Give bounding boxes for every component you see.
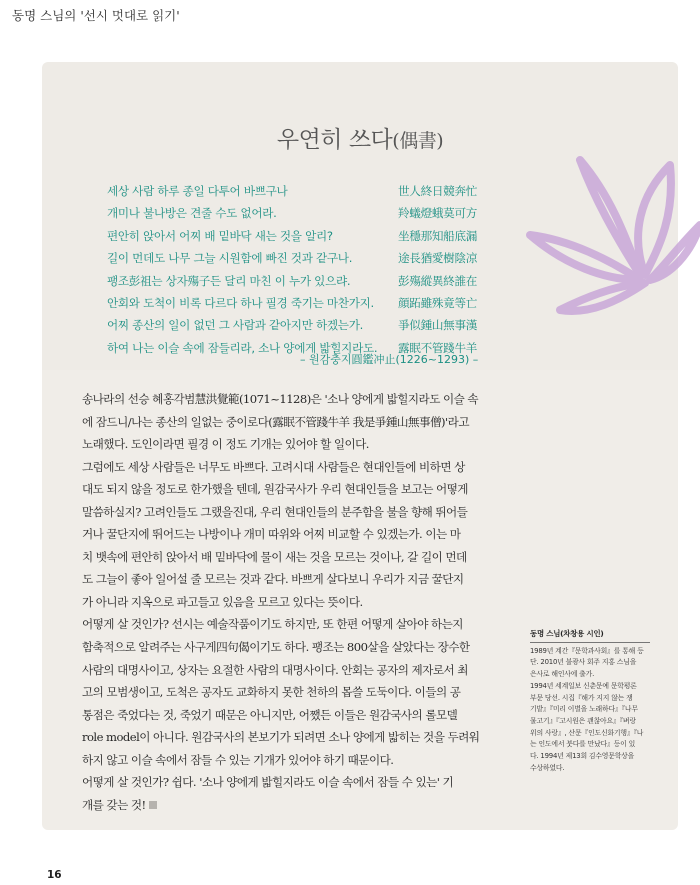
author-box-line: 1989년 계간『문학과사회』를 통해 등 xyxy=(530,646,644,655)
poem-hanja-line: 世人終日競奔忙 xyxy=(398,184,478,198)
author-box-line: 기밭』『미리 이별을 노래하다』『나무 xyxy=(530,705,638,714)
poem-line: 팽조彭祖는 상자殤子든 달리 마친 이 누가 있으랴. xyxy=(107,273,351,288)
body-line: 말씀하실지? 고려인들도 그랬을진대, 우리 현대인들의 분주함을 불을 향해 뛰어들 xyxy=(82,504,468,519)
body-line: 그럼에도 세상 사람들은 너무도 바쁘다. 고려시대 사람들은 현대인들에 비하면 상 xyxy=(82,459,465,474)
poem-title xyxy=(42,121,678,154)
body-line: 사람의 대명사이고, 상자는 요절한 사람의 대명사이다. 안회는 공자의 제자로서 최 xyxy=(82,662,468,677)
poem-line: 안회와 도척이 비록 다르다 하나 필경 죽기는 마찬가지. xyxy=(107,295,374,310)
author-box-line: 1994년 세계일보 신춘문예 문학평론 xyxy=(530,681,637,690)
poem-hanja-line: 途長猶愛樹陰凉 xyxy=(398,251,478,266)
author-box-line: 수상하였다. xyxy=(530,763,565,772)
poem-hanja-line: 顔跖雖殊竟等亡 xyxy=(398,295,478,310)
poem-line: 길이 먼데도 나무 그늘 시원함에 빠진 것과 같구나. xyxy=(107,251,353,266)
author-box-line: 은사로 해인사에 출가. xyxy=(530,670,595,679)
poem-title-hanja: (偶書) xyxy=(392,130,444,152)
body-line: 노래했다. 도인이라면 필경 이 정도 기개는 있어야 할 일이다. xyxy=(82,437,369,452)
author-box-line: 는 인도에서 붓다를 만났다』등이 있 xyxy=(530,740,636,749)
poem-korean xyxy=(107,180,407,359)
poem-line: 세상 사람 하루 종일 다투어 바쁘구나 xyxy=(107,184,288,198)
running-header: 동명 스님의 '선시 멋대로 읽기' xyxy=(12,8,180,23)
author-box-line: 위의 사랑』, 산문『인도신화기행』『나 xyxy=(530,728,644,737)
poem-hanja-line: 露眠不管踐牛羊 xyxy=(398,340,478,355)
author-box-line: 다. 1994년 제13회 김수영문학상을 xyxy=(530,752,635,761)
author-box-line: 물고기』『고시원은 괜찮아요』『벼랑 xyxy=(530,716,636,725)
body-line: 도 그늘이 좋아 일어설 줄 모르는 것과 같다. 바쁘게 살다보니 우리가 지금 꿀단지 xyxy=(82,572,464,587)
poem-hanja-line: 彭殤縱異終誰在 xyxy=(398,273,478,288)
page-number: 16 xyxy=(47,869,62,881)
author-box-line: 단. 2010년 불광사 회주 지홍 스님을 xyxy=(530,658,637,667)
poem-hanja-line: 爭似鍾山無事漢 xyxy=(398,318,478,333)
poem-title-korean: 우연히 쓰다 xyxy=(276,127,393,153)
body-line: 통점은 죽었다는 것, 죽었기 때문은 아니지만, 어쨌든 이들은 원감국사의 롤모델 xyxy=(82,707,458,722)
body-line: 에 잠드니/나는 종산의 일없는 중이로다(露眠不管踐牛羊 我是爭鍾山無事僧)'라고 xyxy=(82,414,469,429)
author-box-line: 부문 당선. 시집『해가 지지 않는 쟁 xyxy=(530,693,633,702)
end-square-icon xyxy=(149,801,157,809)
poem-hanja-line: 羚蟻燈蛾莫可方 xyxy=(398,206,478,221)
body-line: 함축적으로 알려주는 사구게四句偈이기도 하다. 팽조는 800살을 살았다는 장수한 xyxy=(82,640,470,655)
poem-line: 편안히 앉아서 어찌 배 밑바닥 새는 것을 알리? xyxy=(107,228,333,243)
body-line-text: 개를 갖는 것! xyxy=(82,797,146,812)
poem-hanja-line: 坐穩那知船底漏 xyxy=(398,228,478,243)
body-line: 대도 되지 않을 정도로 한가했을 텐데, 원감국사가 우리 현대인들을 보고는 어떻게 xyxy=(82,482,468,497)
author-box xyxy=(530,628,650,774)
lotus-flower-icon xyxy=(520,125,700,325)
body-line-last xyxy=(82,794,514,817)
author-box-title: 동명 스님(차창용 시인) xyxy=(530,628,650,643)
body-line: 고의 모범생이고, 도척은 공자도 교화하지 못한 천하의 몹쓸 도둑이다. 이들의 공 xyxy=(82,685,461,700)
body-line: 하지 않고 이슬 속에서 잠들 수 있는 기개가 있어야 하기 때문이다. xyxy=(82,752,394,767)
poem-hanja xyxy=(398,180,488,359)
poem-line: 어찌 종산의 일이 없던 그 사람과 같아지만 하겠는가. xyxy=(107,318,363,333)
body-line: 가 아니라 지옥으로 파고들고 있음을 모르고 있다는 뜻이다. xyxy=(82,594,363,609)
body-line: 거나 꿀단지에 뛰어드는 나방이나 개미 따위와 어찌 비교할 수 있겠는가. 이는 마 xyxy=(82,527,461,542)
body-line: 어떻게 살 것인가? 선시는 예술작품이기도 하지만, 또 한편 어떻게 살아야 하는지 xyxy=(82,617,463,632)
article-body xyxy=(82,388,514,816)
poem-line: 개미나 불나방은 견줄 수도 없어라. xyxy=(107,206,277,221)
body-line: 송나라의 선승 혜홍각범慧洪覺範(1071~1128)은 '소나 양에게 밟힐지라도 이슬 속 xyxy=(82,392,479,406)
body-line: 어떻게 살 것인가? 쉽다. '소나 양에게 밟힐지라도 이슬 속에서 잠들 수 있는' 기 xyxy=(82,775,454,790)
body-line: role model이 아니다. 원감국사의 본보기가 되려면 소나 양에게 밟히는 것을 두려워 xyxy=(82,730,480,745)
body-line: 치 뱃속에 편안히 앉아서 배 밑바닥에 물이 새는 것을 모르는 것이나, 갈 길이 먼데 xyxy=(82,549,467,564)
poem-attribution: – 원감충지圓鑑冲止(1226~1293) – xyxy=(300,353,479,366)
poem-line: 하여 나는 이슬 속에 잠들리라, 소나 양에게 밟힐지라도. xyxy=(107,340,378,355)
